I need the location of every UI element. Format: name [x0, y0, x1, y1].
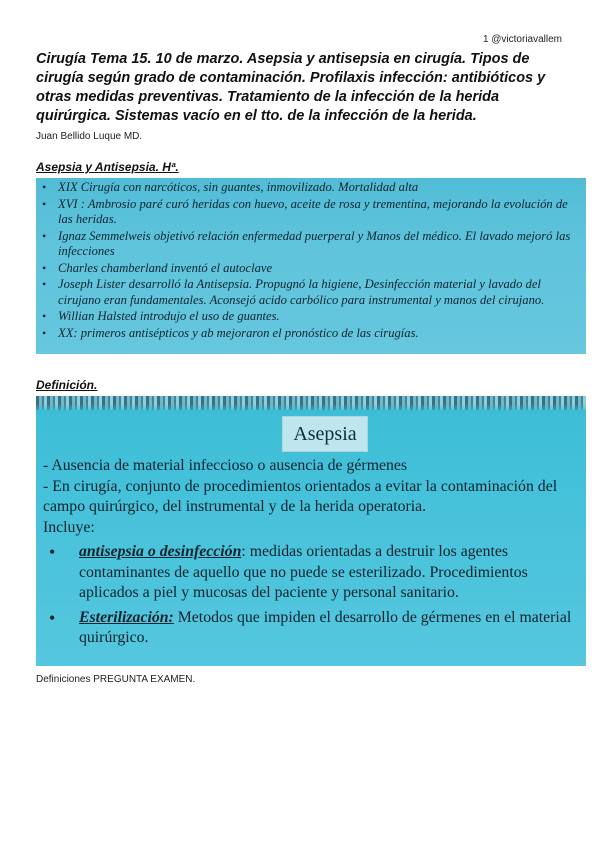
bullet-icon: • — [42, 180, 47, 194]
bullet-icon: • — [49, 607, 56, 628]
bullet-icon: • — [42, 228, 47, 243]
author-line: Juan Bellido Luque MD. — [36, 131, 143, 142]
bullet-icon: • — [42, 260, 47, 275]
term-antisepsia: antisepsia o desinfección — [79, 543, 242, 560]
bullet-icon: • — [42, 196, 47, 211]
history-item — [38, 326, 580, 342]
history-item — [38, 309, 580, 325]
history-item-text: XIX Cirugía con narcóticos, sin guantes, inmovilizado. Mortalidad alta — [58, 180, 419, 194]
definition-line: - Ausencia de material infeccioso o ausencia de gérmenes — [43, 457, 408, 474]
document-title: Cirugía Tema 15. 10 de marzo. Asepsia y antisepsia en cirugía. Tipos de cirugía según grado de contaminación. Profilaxis infección: antibióticos y otras medidas preventivas. Tratamiento de la infección de la herida quirúrgica. Sistemas vacío en el tto. de la infección de la herida. — [36, 51, 546, 124]
history-slide-photo — [36, 178, 586, 354]
definition-body — [43, 456, 583, 649]
exam-note: Definiciones PREGUNTA EXAMEN. — [36, 674, 196, 685]
definition-item — [43, 608, 583, 649]
bullet-icon: • — [42, 277, 47, 291]
history-item-text: Willian Halsted introdujo el uso de guantes. — [58, 309, 280, 323]
bullet-icon: • — [42, 325, 47, 340]
history-item — [38, 229, 580, 260]
history-item-text: Charles chamberland inventó el autoclave — [58, 260, 273, 275]
includes-label: Incluye: — [43, 518, 95, 536]
section-heading-history: Asepsia y Antisepsia. Hª. — [36, 160, 179, 174]
history-list — [36, 178, 586, 341]
history-item — [38, 277, 580, 308]
definition-line: - En cirugía, conjunto de procedimientos orientados a evitar la contaminación del campo quirúrgico, del instrumental y de la herida operatoria. — [43, 477, 558, 515]
page-header-note: 1 @victoriavallem — [482, 34, 562, 45]
history-item — [38, 261, 580, 277]
history-item — [38, 180, 580, 196]
bullet-icon: • — [42, 309, 47, 323]
term-esterilizacion: Esterilización: — [79, 608, 174, 626]
section-heading-definition: Definición. — [36, 378, 98, 392]
term-description: : medidas orientadas a destruir los agentes contaminantes de aquello que no puede se esterilizado. Procedimientos aplicados a piel y mucosas del paciente y personal sanitario. — [79, 543, 528, 601]
bullet-icon: • — [49, 542, 56, 562]
history-item-text: Ignaz Semmelweis objetivó relación enfermedad puerperal y Manos del médico. El lavado mejoró las infecciones — [58, 228, 571, 258]
term-description: Metodos que impiden el desarrollo de gérmenes en el material quirúrgico. — [79, 608, 572, 646]
slide-border-fade — [36, 404, 586, 414]
history-item — [38, 197, 580, 228]
history-item-text: XX: primeros antisépticos y ab mejoraron el pronóstico de las cirugías. — [58, 325, 419, 340]
definition-slide-photo — [36, 396, 586, 666]
definition-item — [43, 542, 583, 604]
slide-title: Asepsia — [282, 416, 368, 452]
history-item-text: Joseph Lister desarrolló la Antisepsia. Propugnó la higiene, Desinfección material y lavado del cirujano eran fundamentales. Aconsejó acido carbólico para instrumental y manos del cirujano. — [58, 277, 545, 307]
history-item-text: XVI : Ambrosio paré curó heridas con huevo, aceite de rosa y trementina, mejorando la evolución de las heridas. — [58, 196, 568, 226]
